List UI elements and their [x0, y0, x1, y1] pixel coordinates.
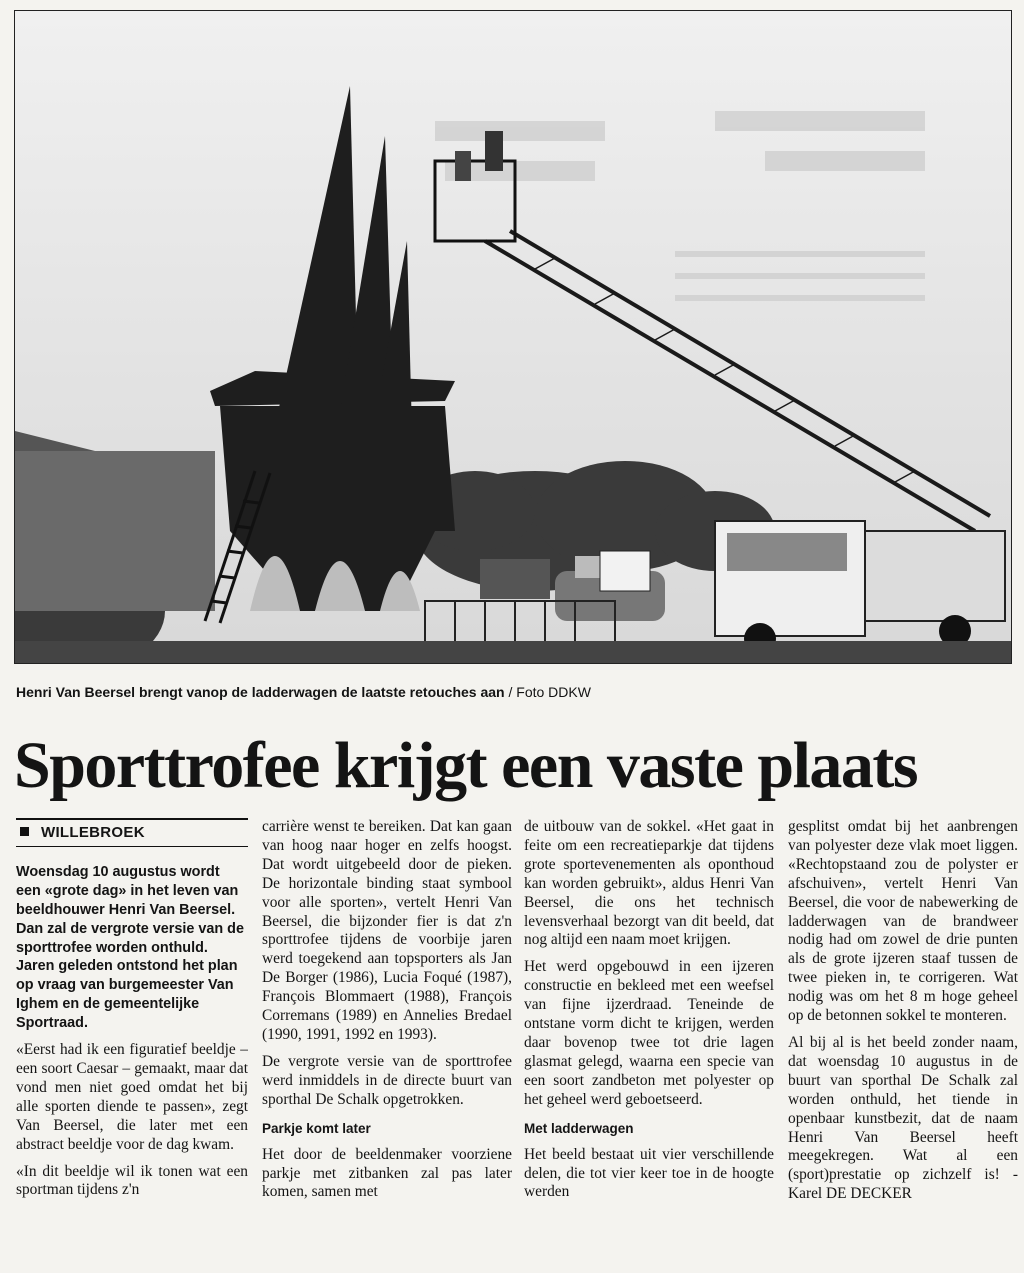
paragraph: Het beeld bestaat uit vier verschillende delen, die tot vier keer toe in de hoogte werden — [524, 1145, 774, 1201]
paragraph: Het door de beeldenmaker voorziene parkje met zitbanken zal pas later komen, samen met — [262, 1145, 512, 1201]
photo-caption — [16, 683, 1006, 701]
paragraph: De vergrote versie van de sporttrofee werd inmiddels in de directe buurt van sporthal De Schalk opgetrokken. — [262, 1052, 512, 1108]
section-label-text: WILLEBROEK — [41, 824, 145, 841]
paragraph: Al bij al is het beeld zonder naam, dat woensdag 10 augustus in de buurt van sporthal De Schalk zal worden onthuld, het tiende in openbaar kunstbezit, dat de naam Henri Van Beersel heeft meegekregen. Wat al een (sport)prestatie op zichzelf is! - Karel DE DECKER — [788, 1033, 1018, 1203]
column-2 — [262, 818, 512, 1270]
square-bullet-icon — [20, 827, 29, 836]
paragraph: «In dit beeldje wil ik tonen wat een sportman tijdens z'n — [16, 1162, 248, 1199]
column-1 — [16, 818, 248, 1270]
paragraph: carrière wenst te bereiken. Dat kan gaan van hoog naar hoger en zelfs hoogst. Dat wordt uitgebeeld door de pieken. De horizontale binding staat symbool voor alle sporten», vertelt Henri Van Beersel, die bijzonder fier is dat z'n sporttrofee tijdens de voorbije jaren werd toegekend aan topsporters als Jan De Borger (1986), Lucia Foqué (1987), François Blommaert (1988), François Corremans (1989) en Annelies Bredael (1990, 1991, 1992 en 1993). — [262, 818, 512, 1043]
caption-credit: / Foto DDKW — [504, 684, 591, 700]
article-headline: Sporttrofee krijgt een vaste plaats — [14, 729, 918, 802]
column-3 — [524, 818, 774, 1270]
subheading: Met ladderwagen — [524, 1120, 634, 1136]
paragraph: «Eerst had ik een figuratief beeldje – een soort Caesar – gemaakt, maar dat vond men niet goed omdat het bij alle sporten diende te passen», zegt Van Beersel, die later met een abstract beeldje voor de dag kwam. — [16, 1041, 248, 1153]
paragraph: de uitbouw van de sokkel. «Het gaat in feite om een recreatieparkje dat tijdens grote sportevenementen als oponthoud kan worden gebruikt», aldus Henri Van Beersel, die ons het technisch levensverhaal bezorgt van dit beeld, dat nog altijd een naam moet krijgen. — [524, 818, 774, 949]
news-photo — [14, 10, 1012, 664]
paragraph: gesplitst omdat bij het aanbrengen van polyester deze vlak moet liggen. «Rechtopstaand zou de polyster er afschuiven», vertelt Henri Van Beersel, die voor de nabewerking de ladderwagen van de brandweer nodig had om zowel de drie punten als de grote ijzeren staaf tussen de twee pieken in, te corrigeren. Wat nodig was om het 8 m hoge geheel op de betonnen sokkel te monteren. — [788, 818, 1018, 1025]
paragraph: Het werd opgebouwd in een ijzeren constructie en bekleed met een weefsel van fijne ijzerdraad. Teneinde de ontstane vorm dicht te krijgen, werden daar bovenop twee tot drie lagen glasmat gelegd, waarna een specie van een soort zandbeton met polyester op het geheel werd geboetseerd. — [524, 958, 774, 1108]
subheading: Parkje komt later — [262, 1120, 371, 1136]
article-intro: Woensdag 10 augustus wordt een «grote dag» in het leven van beeldhouwer Henri Van Beersel. Dan zal de vergrote versie van de sporttrofee worden onthuld. Jaren geleden ontstond het plan op vraag van burgemeester Van Ighem en de gemeentelijke Sportraad. — [16, 863, 244, 1032]
section-label — [16, 818, 248, 847]
caption-text: Henri Van Beersel brengt vanop de ladderwagen de laatste retouches aan — [16, 684, 505, 700]
column-4 — [788, 818, 1018, 1270]
